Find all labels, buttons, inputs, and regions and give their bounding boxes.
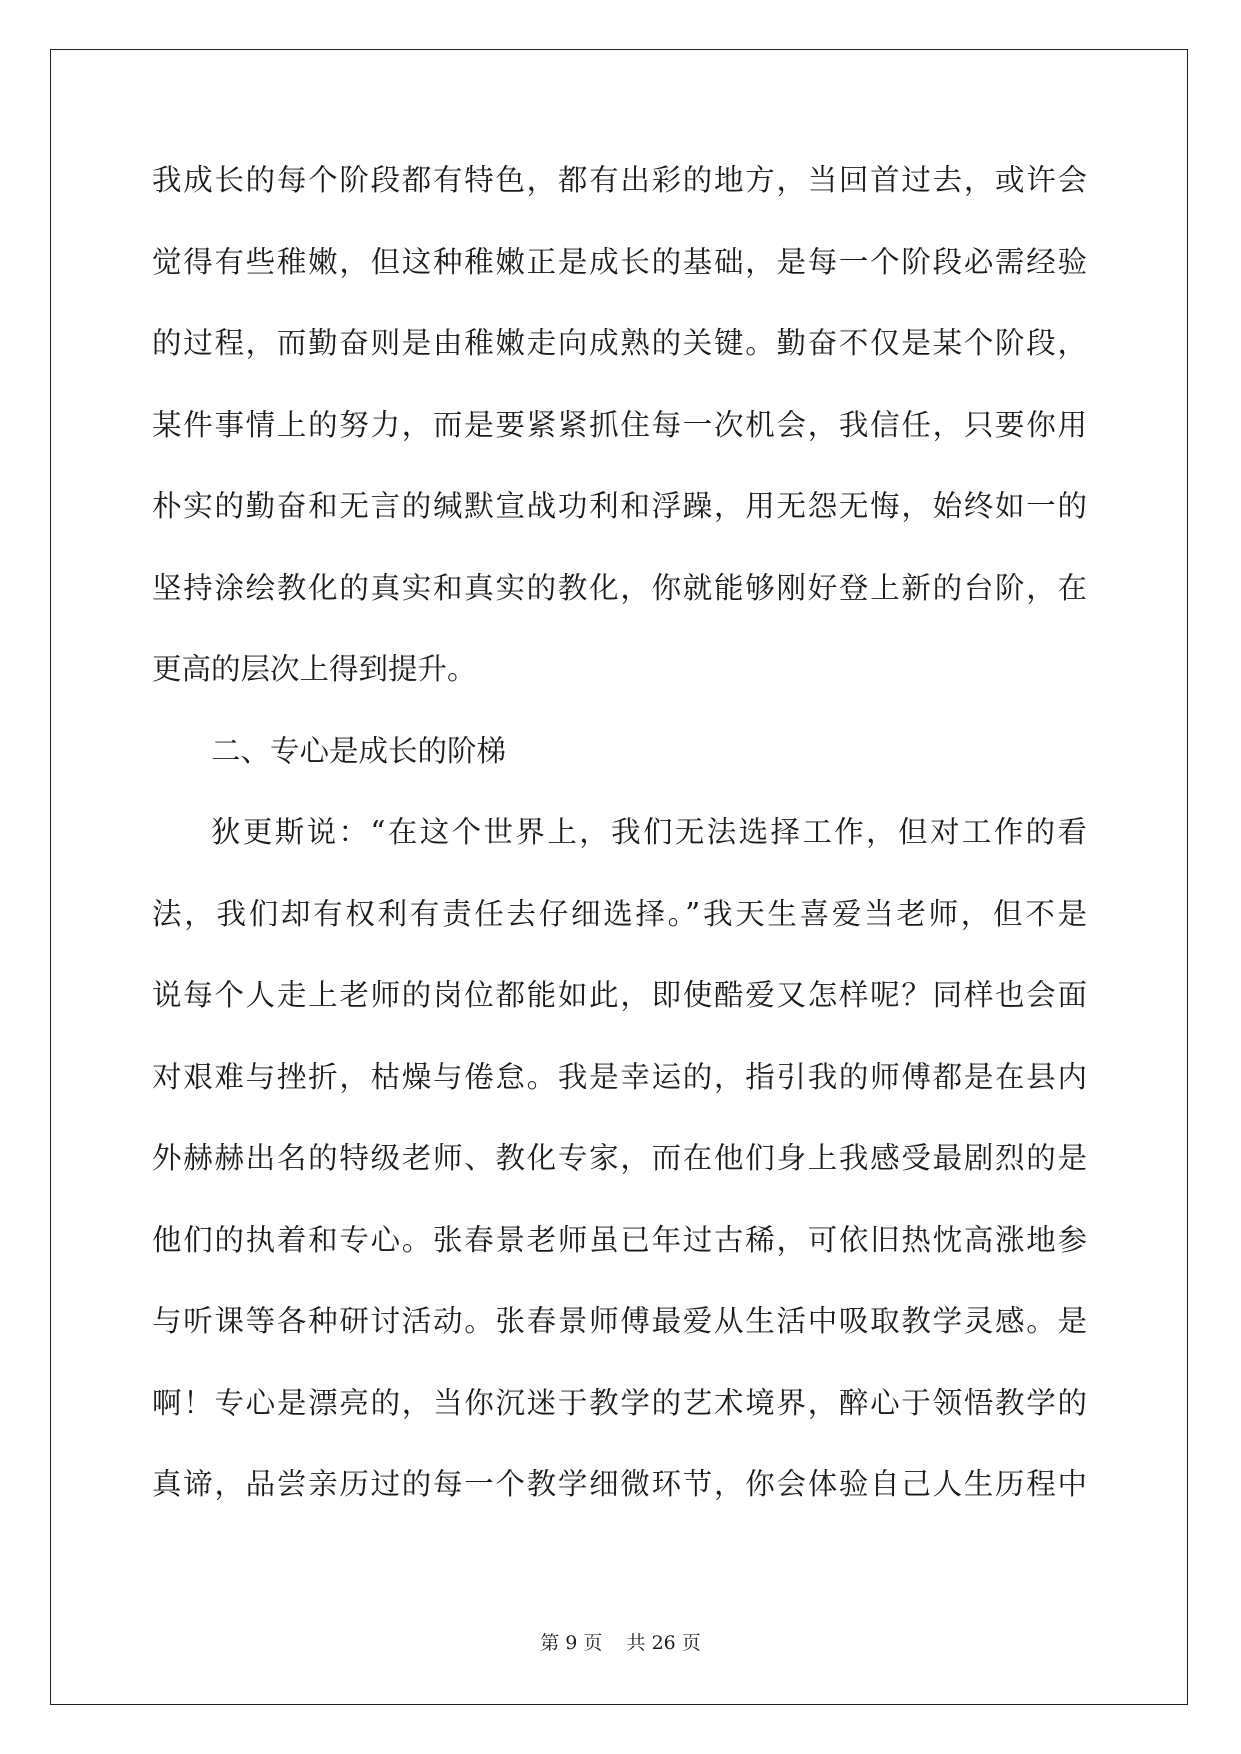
- text-line: 他们的执着和专心。张春景老师虽已年过古稀，可依旧热忱高涨地参: [152, 1222, 1087, 1257]
- text-line: 对艰难与挫折，枯燥与倦怠。我是幸运的，指引我的师傅都是在县内: [152, 1059, 1087, 1094]
- page-number-footer: 第 9 页 共 26 页: [540, 1632, 701, 1654]
- text-line: 与听课等各种研讨活动。张春景师傅最爱从生活中吸取教学灵感。是: [152, 1304, 1087, 1338]
- document-body: [152, 160, 1087, 1546]
- text-line: 说每个人走上老师的岗位都能如此，即使酷爱又怎样呢？同样也会面: [152, 978, 1087, 1012]
- text-line: 更高的层次上得到提升。: [152, 652, 477, 686]
- text-line: 觉得有些稚嫩，但这种稚嫩正是成长的基础，是每一个阶段必需经验: [152, 244, 1087, 279]
- text-line: 某件事情上的努力，而是要紧紧抓住每一次机会，我信任，只要你用: [152, 407, 1087, 442]
- text-line: 真谛，品尝亲历过的每一个教学细微环节，你会体验自己人生历程中: [152, 1467, 1087, 1501]
- section-heading: 二、专心是成长的阶梯: [211, 733, 507, 768]
- text-line: 狄更斯说：“在这个世界上，我们无法选择工作，但对工作的看: [211, 815, 1087, 849]
- text-line: 啊！专心是漂亮的，当你沉迷于教学的艺术境界，醉心于领悟教学的: [152, 1385, 1087, 1420]
- text-line: 的过程，而勤奋则是由稚嫩走向成熟的关键。勤奋不仅是某个阶段，: [152, 326, 1087, 360]
- text-line: 我成长的每个阶段都有特色，都有出彩的地方，当回首过去，或许会: [152, 163, 1087, 197]
- text-line: 法，我们却有权利有责任去仔细选择。”我天生喜爱当老师，但不是: [152, 896, 1087, 931]
- text-line: 坚持涂绘教化的真实和真实的教化，你就能够刚好登上新的台阶，在: [152, 570, 1087, 605]
- text-line: 朴实的勤奋和无言的缄默宣战功利和浮躁，用无怨无悔，始终如一的: [152, 489, 1087, 523]
- text-line: 外赫赫出名的特级老师、教化专家，而在他们身上我感受最剧烈的是: [152, 1141, 1087, 1175]
